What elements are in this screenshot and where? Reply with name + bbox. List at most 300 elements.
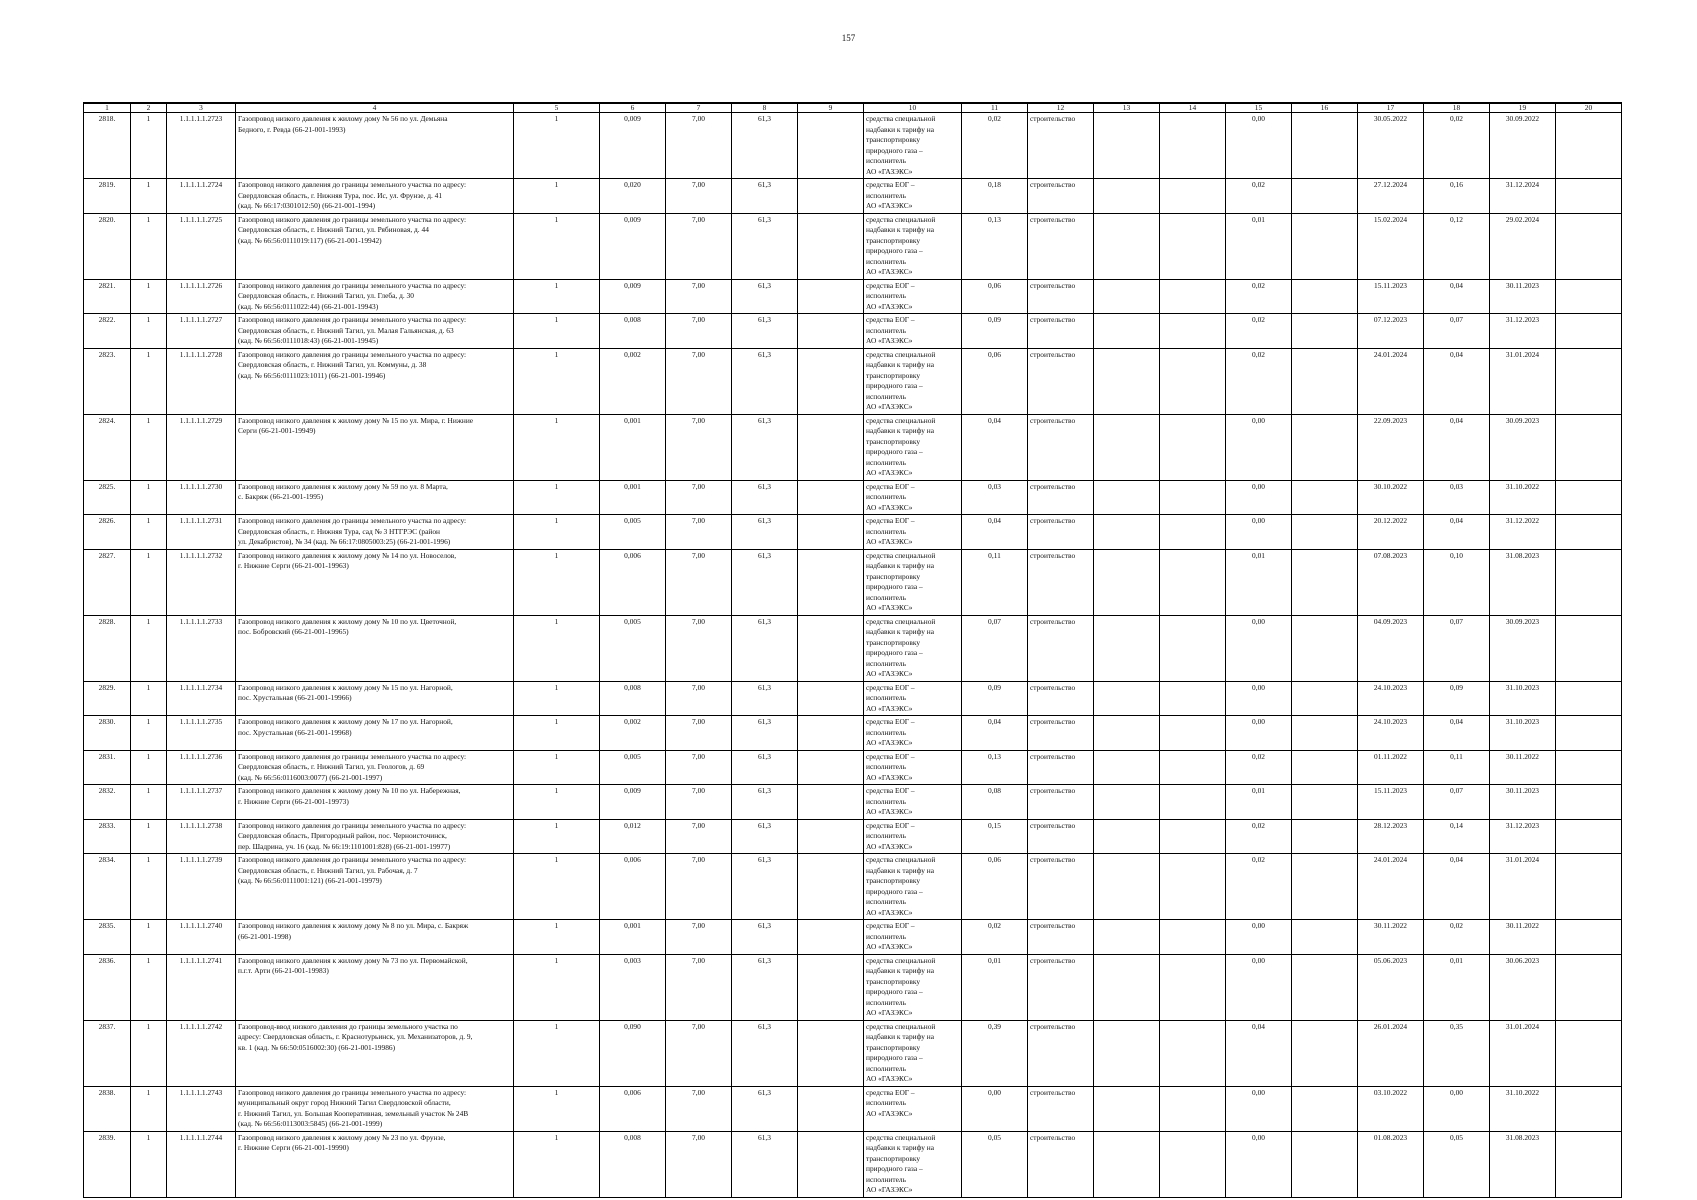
col-20-empty: [1556, 213, 1622, 279]
col-14-empty: [1160, 414, 1226, 480]
col-16-empty: [1292, 819, 1358, 854]
end-date: 31.08.2023: [1490, 1131, 1556, 1197]
col-14-empty: [1160, 854, 1226, 920]
item-code: 1.1.1.1.1.2726: [167, 279, 236, 314]
col-9-empty: [798, 819, 864, 854]
col-5-value: 1: [514, 1086, 600, 1131]
column-number-4: 4: [236, 103, 514, 113]
object-name-line: Газопровод низкого давления до границы земельного участка по адресу:: [238, 214, 467, 224]
object-name: [236, 1086, 514, 1131]
col-14-empty: [1160, 279, 1226, 314]
object-name-line: г. Нижние Серги (66-21-001-19963): [238, 561, 349, 570]
table-row: [84, 854, 1622, 920]
length-value: 0,001: [600, 920, 666, 955]
col-14-empty: [1160, 615, 1226, 681]
col-5-value: 1: [514, 954, 600, 1020]
col-9-empty: [798, 213, 864, 279]
object-name-line: Газопровод низкого давления до границы земельного участка по адресу:: [238, 280, 467, 290]
cost-value: 0,09: [962, 314, 1028, 349]
col-15-value: 0,02: [1226, 819, 1292, 854]
funding-source: [864, 954, 962, 1020]
funding-source: [864, 920, 962, 955]
col-2-value: 1: [131, 213, 167, 279]
col-9-empty: [798, 549, 864, 615]
work-type: строительство: [1028, 113, 1094, 179]
col-8-value: 61,3: [732, 716, 798, 751]
column-number-6: 6: [600, 103, 666, 113]
col-15-value: 0,00: [1226, 414, 1292, 480]
col-20-empty: [1556, 750, 1622, 785]
row-number: 2819.: [84, 179, 131, 214]
table-row: [84, 819, 1622, 854]
object-name-line: (кад. № 66:56:0111022:44) (66-21-001-19943): [238, 301, 379, 311]
table-row: [84, 1131, 1622, 1197]
funding-source-line: исполнитель: [866, 727, 906, 737]
col-9-empty: [798, 480, 864, 515]
funding-source-line: транспортировку: [866, 1042, 921, 1052]
table-row: [84, 179, 1622, 214]
funding-source-line: исполнитель: [866, 156, 906, 165]
col-15-value: 0,02: [1226, 279, 1292, 314]
col-18-value: 0,02: [1424, 113, 1490, 179]
object-name-line: Газопровод-ввод низкого давления до границы земельного участка по: [238, 1021, 458, 1031]
funding-source-line: АО «ГАЗЭКС»: [866, 502, 913, 512]
col-15-value: 0,04: [1226, 1020, 1292, 1086]
col-16-empty: [1292, 279, 1358, 314]
col-18-value: 0,00: [1424, 1086, 1490, 1131]
col-9-empty: [798, 920, 864, 955]
col-2-value: 1: [131, 785, 167, 820]
col-14-empty: [1160, 1086, 1226, 1131]
col-20-empty: [1556, 954, 1622, 1020]
row-number: 2837.: [84, 1020, 131, 1086]
col-16-empty: [1292, 1020, 1358, 1086]
funding-source: [864, 480, 962, 515]
funding-source-line: природного газа –: [866, 1164, 923, 1173]
funding-source-line: исполнитель: [866, 325, 906, 335]
col-8-value: 61,3: [732, 785, 798, 820]
funding-source-line: транспортировку: [866, 370, 921, 380]
col-5-value: 1: [514, 348, 600, 414]
col-15-value: 0,00: [1226, 1086, 1292, 1131]
object-name-line: Свердловская область, Пригородный район, пос. Черноисточинск,: [238, 831, 447, 840]
col-15-value: 0,01: [1226, 213, 1292, 279]
object-name-line: пер. Шадрина, уч. 16 (кад. № 66:19:1101001:828) (66-21-001-19977): [238, 841, 451, 851]
funding-source-line: надбавки к тарифу на: [866, 865, 934, 875]
work-type: строительство: [1028, 314, 1094, 349]
col-9-empty: [798, 1086, 864, 1131]
investment-table: [83, 102, 1622, 1198]
end-date: 29.02.2024: [1490, 213, 1556, 279]
funding-source: [864, 314, 962, 349]
funding-source-line: средства ЕОГ –: [866, 682, 915, 692]
col-8-value: 61,3: [732, 549, 798, 615]
col-7-value: 7,00: [666, 348, 732, 414]
col-13-empty: [1094, 954, 1160, 1020]
funding-source-line: АО «ГАЗЭКС»: [866, 1008, 913, 1017]
col-20-empty: [1556, 615, 1622, 681]
item-code: 1.1.1.1.1.2738: [167, 819, 236, 854]
object-name: [236, 279, 514, 314]
col-7-value: 7,00: [666, 113, 732, 179]
column-number-1: 1: [84, 103, 131, 113]
funding-source-line: средства ЕОГ –: [866, 180, 915, 189]
funding-source-line: средства ЕОГ –: [866, 717, 915, 726]
row-number: 2826.: [84, 515, 131, 550]
end-date: 30.06.2023: [1490, 954, 1556, 1020]
col-7-value: 7,00: [666, 750, 732, 785]
length-value: 0,009: [600, 113, 666, 179]
col-14-empty: [1160, 819, 1226, 854]
funding-source-line: средства специальной: [866, 349, 936, 359]
funding-source-line: природного газа –: [866, 1053, 923, 1062]
col-13-empty: [1094, 113, 1160, 179]
col-16-empty: [1292, 314, 1358, 349]
col-15-value: 0,02: [1226, 179, 1292, 214]
funding-source-line: АО «ГАЗЭКС»: [866, 267, 913, 276]
funding-source-line: средства ЕОГ –: [866, 516, 915, 525]
col-7-value: 7,00: [666, 314, 732, 349]
cost-value: 0,04: [962, 716, 1028, 751]
col-5-value: 1: [514, 920, 600, 955]
col-20-empty: [1556, 515, 1622, 550]
item-code: 1.1.1.1.1.2735: [167, 716, 236, 751]
item-code: 1.1.1.1.1.2732: [167, 549, 236, 615]
funding-source-line: исполнитель: [866, 762, 906, 771]
col-9-empty: [798, 1131, 864, 1197]
col-13-empty: [1094, 480, 1160, 515]
col-7-value: 7,00: [666, 515, 732, 550]
item-code: 1.1.1.1.1.2727: [167, 314, 236, 349]
col-15-value: 0,00: [1226, 515, 1292, 550]
col-14-empty: [1160, 785, 1226, 820]
funding-source-line: средства специальной: [866, 1021, 936, 1031]
object-name-line: (кад. № 66:56:0111023:1011) (66-21-001-19946): [238, 370, 386, 380]
col-9-empty: [798, 785, 864, 820]
funding-source-line: исполнитель: [866, 256, 906, 266]
length-value: 0,006: [600, 549, 666, 615]
funding-source: [864, 854, 962, 920]
work-type: строительство: [1028, 179, 1094, 214]
table-row: [84, 348, 1622, 414]
col-7-value: 7,00: [666, 681, 732, 716]
end-date: 31.10.2023: [1490, 681, 1556, 716]
col-14-empty: [1160, 954, 1226, 1020]
col-16-empty: [1292, 716, 1358, 751]
col-15-value: 0,00: [1226, 954, 1292, 1020]
end-date: 30.11.2022: [1490, 920, 1556, 955]
col-13-empty: [1094, 681, 1160, 716]
funding-source: [864, 414, 962, 480]
col-18-value: 0,14: [1424, 819, 1490, 854]
col-20-empty: [1556, 549, 1622, 615]
row-number: 2834.: [84, 854, 131, 920]
length-value: 0,006: [600, 854, 666, 920]
funding-source: [864, 279, 962, 314]
col-18-value: 0,05: [1424, 1131, 1490, 1197]
funding-source-line: исполнитель: [866, 997, 906, 1007]
work-type: строительство: [1028, 1086, 1094, 1131]
object-name-line: с. Бакряж (66-21-001-1995): [238, 492, 324, 501]
table-row: [84, 414, 1622, 480]
cost-value: 0,07: [962, 615, 1028, 681]
start-date: 03.10.2022: [1358, 1086, 1424, 1131]
col-18-value: 0,04: [1424, 515, 1490, 550]
length-value: 0,002: [600, 348, 666, 414]
object-name: [236, 348, 514, 414]
col-2-value: 1: [131, 681, 167, 716]
col-7-value: 7,00: [666, 1020, 732, 1086]
row-number: 2829.: [84, 681, 131, 716]
col-20-empty: [1556, 480, 1622, 515]
length-value: 0,009: [600, 785, 666, 820]
funding-source-line: средства специальной: [866, 616, 936, 626]
object-name-line: Свердловская область, г. Нижний Тагил, ул. Геологов, д. 69: [238, 762, 425, 771]
row-number: 2822.: [84, 314, 131, 349]
object-name-line: пос. Хрустальная (66-21-001-19968): [238, 727, 352, 737]
work-type: строительство: [1028, 1131, 1094, 1197]
column-number-9: 9: [798, 103, 864, 113]
length-value: 0,001: [600, 480, 666, 515]
col-2-value: 1: [131, 716, 167, 751]
funding-source-line: надбавки к тарифу на: [866, 966, 934, 975]
row-number: 2833.: [84, 819, 131, 854]
col-20-empty: [1556, 279, 1622, 314]
funding-source-line: исполнитель: [866, 526, 906, 536]
col-13-empty: [1094, 854, 1160, 920]
object-name-line: Газопровод низкого давления к жилому дому № 15 по ул. Нагорной,: [238, 682, 453, 692]
col-20-empty: [1556, 1020, 1622, 1086]
col-8-value: 61,3: [732, 414, 798, 480]
funding-source-line: исполнитель: [866, 457, 906, 467]
table-row: [84, 716, 1622, 751]
col-13-empty: [1094, 785, 1160, 820]
table-row: [84, 213, 1622, 279]
item-code: 1.1.1.1.1.2729: [167, 414, 236, 480]
funding-source-line: АО «ГАЗЭКС»: [866, 336, 913, 345]
col-7-value: 7,00: [666, 716, 732, 751]
col-8-value: 61,3: [732, 179, 798, 214]
object-name-line: ул. Декабристов), № 34 (кад. № 66:17:0805003:25) (66-21-001-1996): [238, 537, 451, 546]
funding-source-line: исполнитель: [866, 190, 906, 200]
col-7-value: 7,00: [666, 549, 732, 615]
object-name-line: Газопровод низкого давления до границы земельного участка по адресу:: [238, 751, 467, 761]
cost-value: 0,06: [962, 854, 1028, 920]
col-20-empty: [1556, 414, 1622, 480]
object-name-line: Свердловская область, г. Нижняя Тура, сад № 3 НТГРЭС (район: [238, 526, 440, 536]
row-number: 2839.: [84, 1131, 131, 1197]
funding-source-line: АО «ГАЗЭКС»: [866, 537, 913, 546]
col-5-value: 1: [514, 113, 600, 179]
object-name: [236, 1020, 514, 1086]
row-number: 2838.: [84, 1086, 131, 1131]
col-7-value: 7,00: [666, 819, 732, 854]
funding-source: [864, 549, 962, 615]
col-14-empty: [1160, 681, 1226, 716]
col-5-value: 1: [514, 615, 600, 681]
start-date: 07.12.2023: [1358, 314, 1424, 349]
start-date: 28.12.2023: [1358, 819, 1424, 854]
table-row: [84, 1086, 1622, 1131]
col-18-value: 0,01: [1424, 954, 1490, 1020]
col-2-value: 1: [131, 920, 167, 955]
col-2-value: 1: [131, 750, 167, 785]
item-code: 1.1.1.1.1.2728: [167, 348, 236, 414]
table-row: [84, 615, 1622, 681]
work-type: строительство: [1028, 348, 1094, 414]
object-name-line: муниципальный округ город Нижний Тагил Свердловской области,: [238, 1098, 451, 1107]
item-code: 1.1.1.1.1.2739: [167, 854, 236, 920]
column-number-5: 5: [514, 103, 600, 113]
item-code: 1.1.1.1.1.2734: [167, 681, 236, 716]
length-value: 0,005: [600, 515, 666, 550]
funding-source-line: средства специальной: [866, 855, 936, 864]
object-name-line: пос. Бобровский (66-21-001-19965): [238, 627, 349, 636]
work-type: строительство: [1028, 1020, 1094, 1086]
cost-value: 0,02: [962, 113, 1028, 179]
work-type: строительство: [1028, 279, 1094, 314]
object-name: [236, 681, 514, 716]
col-15-value: 0,02: [1226, 854, 1292, 920]
col-16-empty: [1292, 179, 1358, 214]
object-name: [236, 314, 514, 349]
col-5-value: 1: [514, 1131, 600, 1197]
col-9-empty: [798, 113, 864, 179]
column-number-2: 2: [131, 103, 167, 113]
column-number-13: 13: [1094, 103, 1160, 113]
object-name-line: адресу: Свердловская область, г. Краснотурьинск, ул. Механизаторов, д. 9,: [238, 1032, 473, 1041]
object-name-line: Газопровод низкого давления до границы земельного участка по адресу:: [238, 820, 467, 830]
col-9-empty: [798, 954, 864, 1020]
col-8-value: 61,3: [732, 1086, 798, 1131]
col-16-empty: [1292, 480, 1358, 515]
object-name-line: (кад. № 66:56:0111001:121) (66-21-001-19979): [238, 876, 382, 885]
item-code: 1.1.1.1.1.2744: [167, 1131, 236, 1197]
col-20-empty: [1556, 854, 1622, 920]
end-date: 31.10.2022: [1490, 1086, 1556, 1131]
object-name-line: Свердловская область, г. Нижний Тагил, ул. Глеба, д. 30: [238, 291, 414, 300]
col-9-empty: [798, 750, 864, 785]
object-name-line: Газопровод низкого давления к жилому дому № 15 по ул. Мира, г. Нижние: [238, 415, 474, 425]
object-name: [236, 819, 514, 854]
col-14-empty: [1160, 179, 1226, 214]
item-code: 1.1.1.1.1.2741: [167, 954, 236, 1020]
object-name-line: Свердловская область, г. Нижняя Тура, пос. Ис, ул. Фрунзе, д. 41: [238, 190, 443, 200]
funding-source-line: природного газа –: [866, 648, 923, 657]
funding-source-line: средства специальной: [866, 214, 936, 224]
funding-source-line: транспортировку: [866, 1153, 921, 1163]
table-row: [84, 480, 1622, 515]
col-13-empty: [1094, 920, 1160, 955]
col-13-empty: [1094, 1131, 1160, 1197]
col-14-empty: [1160, 750, 1226, 785]
cost-value: 0,06: [962, 279, 1028, 314]
col-8-value: 61,3: [732, 113, 798, 179]
object-name: [236, 213, 514, 279]
col-5-value: 1: [514, 213, 600, 279]
row-number: 2830.: [84, 716, 131, 751]
col-13-empty: [1094, 549, 1160, 615]
col-14-empty: [1160, 113, 1226, 179]
item-code: 1.1.1.1.1.2731: [167, 515, 236, 550]
col-15-value: 0,00: [1226, 480, 1292, 515]
col-16-empty: [1292, 348, 1358, 414]
object-name-line: Газопровод низкого давления к жилому дому № 23 по ул. Фрунзе,: [238, 1132, 446, 1142]
end-date: 30.11.2023: [1490, 279, 1556, 314]
work-type: строительство: [1028, 681, 1094, 716]
funding-source-line: надбавки к тарифу на: [866, 1032, 934, 1041]
funding-source: [864, 1086, 962, 1131]
cost-value: 0,06: [962, 348, 1028, 414]
funding-source-line: АО «ГАЗЭКС»: [866, 468, 913, 477]
object-name-line: Газопровод низкого давления до границы земельного участка по адресу:: [238, 180, 467, 189]
column-number-16: 16: [1292, 103, 1358, 113]
col-13-empty: [1094, 819, 1160, 854]
funding-source-line: АО «ГАЗЭКС»: [866, 201, 913, 210]
col-8-value: 61,3: [732, 615, 798, 681]
cost-value: 0,00: [962, 1086, 1028, 1131]
funding-source-line: средства ЕОГ –: [866, 751, 915, 761]
col-2-value: 1: [131, 179, 167, 214]
column-number-8: 8: [732, 103, 798, 113]
col-5-value: 1: [514, 681, 600, 716]
col-18-value: 0,07: [1424, 785, 1490, 820]
col-2-value: 1: [131, 1086, 167, 1131]
col-16-empty: [1292, 615, 1358, 681]
col-15-value: 0,02: [1226, 750, 1292, 785]
funding-source: [864, 113, 962, 179]
funding-source-line: природного газа –: [866, 145, 923, 155]
col-18-value: 0,35: [1424, 1020, 1490, 1086]
col-2-value: 1: [131, 954, 167, 1020]
col-13-empty: [1094, 179, 1160, 214]
col-9-empty: [798, 1020, 864, 1086]
object-name: [236, 716, 514, 751]
col-8-value: 61,3: [732, 1020, 798, 1086]
column-number-15: 15: [1226, 103, 1292, 113]
work-type: строительство: [1028, 750, 1094, 785]
item-code: 1.1.1.1.1.2723: [167, 113, 236, 179]
funding-source-line: надбавки к тарифу на: [866, 225, 934, 234]
column-number-10: 10: [864, 103, 962, 113]
funding-source-line: природного газа –: [866, 582, 923, 591]
start-date: 01.08.2023: [1358, 1131, 1424, 1197]
row-number: 2835.: [84, 920, 131, 955]
row-number: 2825.: [84, 480, 131, 515]
col-15-value: 0,00: [1226, 113, 1292, 179]
end-date: 31.10.2023: [1490, 716, 1556, 751]
length-value: 0,006: [600, 1086, 666, 1131]
object-name-line: п.г.т. Арти (66-21-001-19983): [238, 966, 329, 975]
col-13-empty: [1094, 1020, 1160, 1086]
col-9-empty: [798, 515, 864, 550]
funding-source-line: исполнитель: [866, 796, 906, 806]
table-row: [84, 515, 1622, 550]
col-2-value: 1: [131, 515, 167, 550]
funding-source: [864, 515, 962, 550]
col-15-value: 0,02: [1226, 314, 1292, 349]
item-code: 1.1.1.1.1.2724: [167, 179, 236, 214]
col-9-empty: [798, 716, 864, 751]
col-8-value: 61,3: [732, 854, 798, 920]
col-18-value: 0,04: [1424, 854, 1490, 920]
column-number-12: 12: [1028, 103, 1094, 113]
end-date: 31.10.2022: [1490, 480, 1556, 515]
funding-source-line: исполнитель: [866, 658, 906, 668]
table-row: [84, 920, 1622, 955]
funding-source-line: транспортировку: [866, 976, 921, 986]
col-5-value: 1: [514, 414, 600, 480]
